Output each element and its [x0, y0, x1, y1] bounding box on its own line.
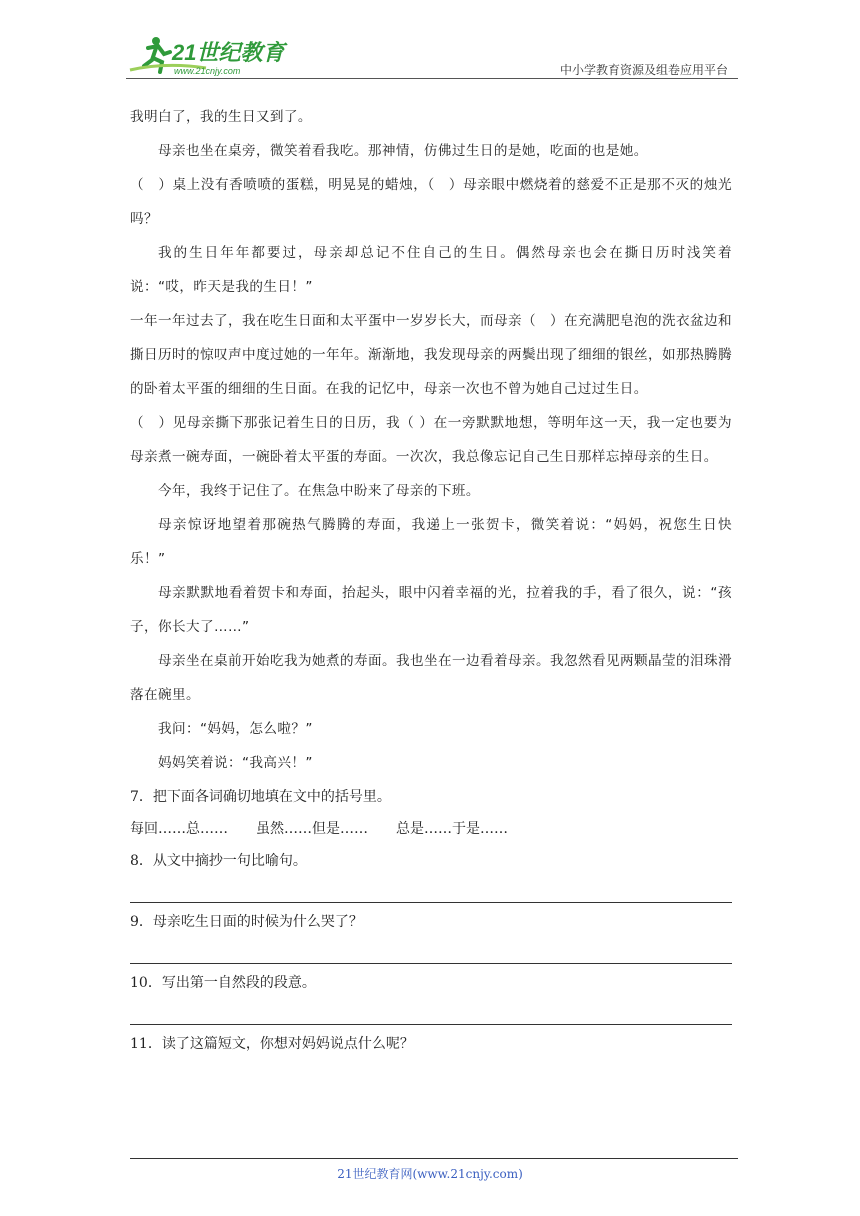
word-option-2: 虽然……但是……	[256, 821, 368, 837]
question-8: 8．从文中摘抄一句比喻句。	[130, 853, 307, 869]
word-option-3: 总是……于是……	[396, 821, 508, 837]
question-7-word-options	[130, 812, 732, 844]
passage-paragraph: 母亲坐在桌前开始吃我为她煮的寿面。我也坐在一边看着母亲。我忽然看见两颗晶莹的泪珠滑落在碗里。	[130, 653, 732, 703]
footer-link[interactable]: 21世纪教育网(www.21cnjy.com)	[337, 1167, 523, 1181]
answer-line-10[interactable]	[130, 998, 732, 1025]
passage-paragraph: 今年，我终于记住了。在焦急中盼来了母亲的下班。	[158, 483, 480, 499]
passage-paragraph: 母亲默默地看着贺卡和寿面，抬起头，眼中闪着幸福的光，拉着我的手，看了很久，说：“孩子，你长大了……”	[130, 585, 732, 635]
passage	[130, 100, 732, 780]
passage-paragraph: 我明白了，我的生日又到了。	[130, 109, 312, 125]
question-11: 11．读了这篇短文，你想对妈妈说点什么呢？	[130, 1036, 414, 1052]
header-platform-text: 中小学教育资源及组卷应用平台	[559, 63, 728, 77]
question-10: 10．写出第一自然段的段意。	[130, 975, 316, 991]
passage-paragraph: 我问：“妈妈，怎么啦？”	[158, 721, 313, 737]
passage-paragraph: 母亲惊讶地望着那碗热气腾腾的寿面，我递上一张贺卡，微笑着说：“妈妈，祝您生日快乐！”	[130, 517, 732, 567]
logo-url: www.21cnjy.com	[174, 66, 241, 76]
answer-line-9[interactable]	[130, 937, 732, 964]
answer-line-8[interactable]	[130, 876, 732, 903]
passage-paragraph: 我的生日年年都要过，母亲却总记不住自己的生日。偶然母亲也会在撕日历时浅笑着说：“哎，昨天是我的生日！”	[130, 245, 732, 295]
logo-21cnjy	[126, 32, 296, 76]
page-header	[126, 30, 738, 80]
question-9: 9．母亲吃生日面的时候为什么哭了？	[130, 914, 363, 930]
word-option-1: 每回……总……	[130, 821, 228, 837]
passage-paragraph: （ ）桌上没有香喷喷的蛋糕，明晃晃的蜡烛，（ ）母亲眼中燃烧着的慈爱不正是那不灭的烛光吗？	[130, 177, 732, 227]
main-content	[130, 100, 732, 1059]
footer-divider	[130, 1158, 738, 1159]
logo-text: 21世纪教育	[172, 40, 285, 65]
question-7: 7．把下面各词确切地填在文中的括号里。	[130, 789, 391, 805]
passage-paragraph: （ ）见母亲撕下那张记着生日的日历，我（ ）在一旁默默地想，等明年这一天，我一定也要为母亲煮一碗寿面，一碗卧着太平蛋的寿面。一次次，我总像忘记自己生日那样忘掉母亲的生日。	[130, 415, 732, 465]
passage-paragraph: 母亲也坐在桌旁，微笑着看我吃。那神情，仿佛过生日的是她，吃面的也是她。	[158, 143, 648, 159]
passage-paragraph: 妈妈笑着说：“我高兴！”	[158, 755, 313, 771]
header-divider	[126, 78, 738, 79]
passage-paragraph: 一年一年过去了，我在吃生日面和太平蛋中一岁岁长大，而母亲（ ）在充满肥皂泡的洗衣盆边和撕日历时的惊叹声中度过她的一年年。渐渐地，我发现母亲的两鬓出现了细细的银丝，如那热腾腾的卧着太平蛋的细细的生日面。在我的记忆中，母亲一次也不曾为她自己过过生日。	[130, 313, 732, 397]
